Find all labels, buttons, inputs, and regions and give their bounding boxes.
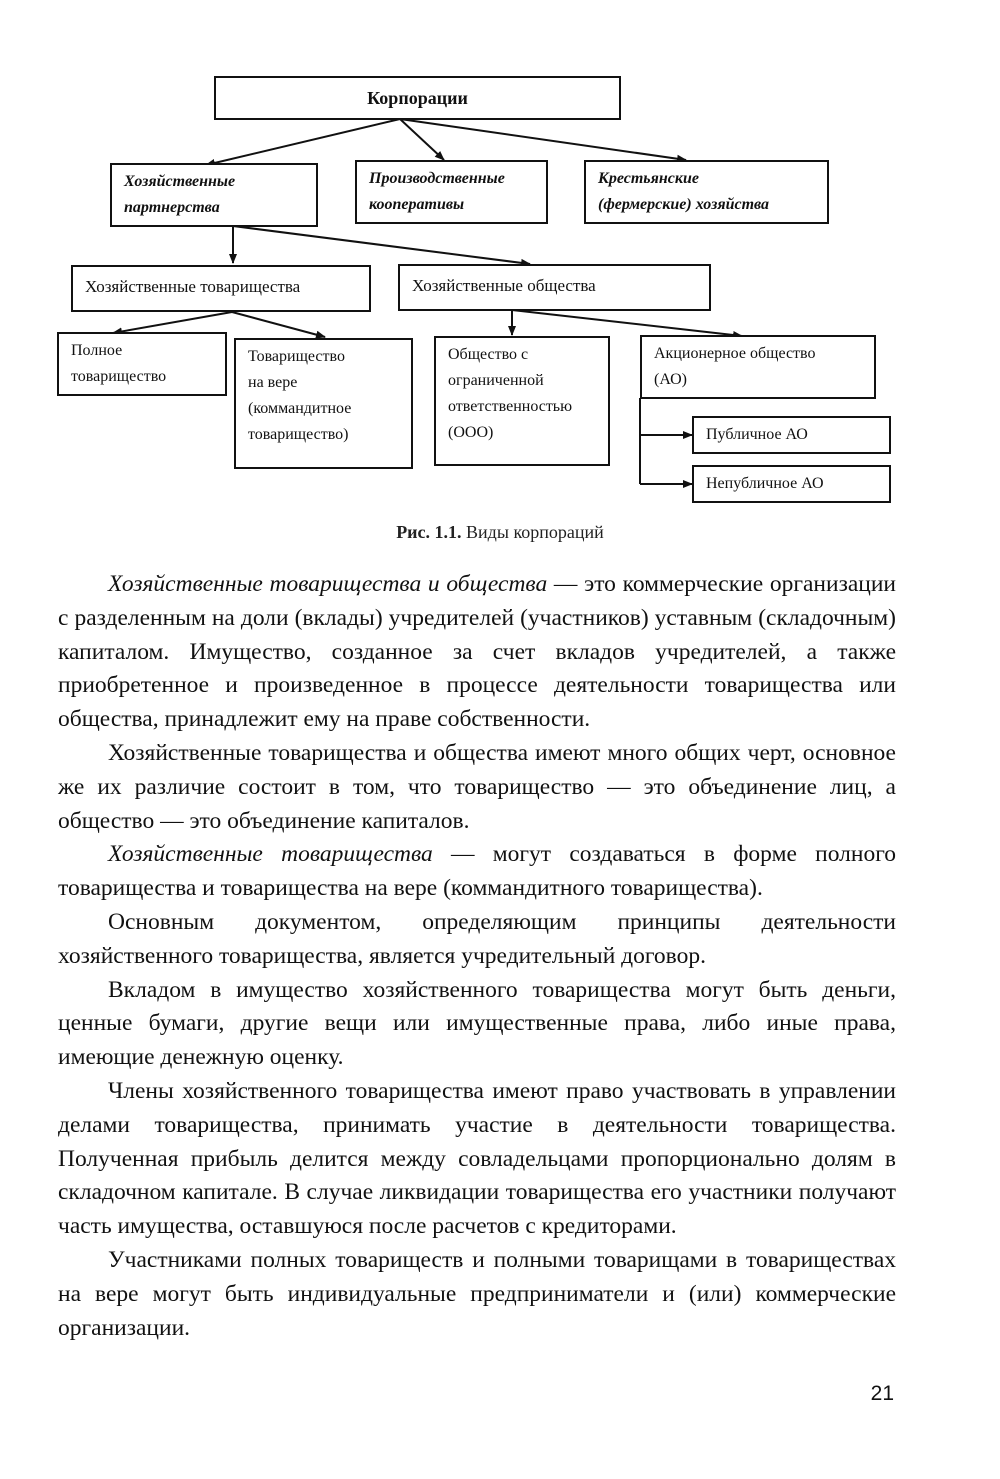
box-nonpublic-ao bbox=[692, 465, 891, 503]
box-ooo bbox=[434, 336, 610, 466]
box-ao bbox=[640, 335, 876, 399]
paragraph-3 bbox=[58, 838, 896, 906]
paragraph-1-body: — это коммерческие организации с разделенным на доли (вклады) учредителей (участников) уставным (складочным) капиталом. Имущество, созданное за счет вкладов учредителей, а также приобретенное и произведенное в процессе деятельности товарищества или общества, принадлежит ему на праве собственности. bbox=[58, 571, 897, 733]
box-na-vere bbox=[234, 338, 413, 469]
nonpublic-ao-label: Непубличное АО bbox=[706, 475, 824, 492]
box-partnerships bbox=[110, 163, 318, 227]
paragraph-6 bbox=[58, 1075, 896, 1244]
polnoe-line-2: товарищество bbox=[71, 368, 167, 385]
figure-caption bbox=[0, 522, 1000, 543]
box-corporations-label: Корпорации bbox=[367, 88, 468, 108]
arrow-root-farms bbox=[400, 119, 686, 160]
box-polnoe bbox=[57, 332, 227, 396]
na-vere-line-4: товарищество) bbox=[248, 426, 349, 443]
box-corporations bbox=[214, 76, 621, 120]
paragraph-7-body: Участниками полных товариществ и полными товарищами в товариществах на вере могут быть индивидуальные предприниматели и (или) коммерческие организации. bbox=[58, 1246, 896, 1341]
paragraph-2 bbox=[58, 737, 896, 838]
na-vere-line-1: Товарищество bbox=[248, 348, 345, 365]
ao-line-1: Акционерное общество bbox=[654, 345, 816, 362]
paragraph-3-lead: Хозяйственные товарищества bbox=[108, 841, 433, 868]
partnerships-line-1: Хозяйственные bbox=[124, 173, 236, 190]
arrow-tov-polnoe bbox=[113, 312, 232, 333]
tovarishchestva-label: Хозяйственные товарищества bbox=[85, 277, 301, 296]
ooo-line-3: ответственностью bbox=[448, 398, 573, 415]
cooperatives-line-1: Производственные bbox=[369, 170, 505, 187]
ooo-line-1: Общество с bbox=[448, 346, 529, 363]
box-obshchestva bbox=[398, 264, 711, 311]
corporations-diagram bbox=[0, 0, 1000, 520]
ao-line-2: (АО) bbox=[654, 371, 687, 388]
farms-line-1: Крестьянские bbox=[598, 170, 699, 187]
paragraph-6-body: Члены хозяйственного товарищества имеют право участвовать в управлении делами товарищества, принимать участие в деятельности товарищества. Полученная прибыль делится между совладельцами пропорционально долям в складочном капитале. В случае ликвидации товарищества его участники получают часть имущества, оставшуюся после расчетов с кредиторами. bbox=[58, 1077, 896, 1240]
box-cooperatives bbox=[355, 160, 548, 224]
partnerships-line-2: партнерства bbox=[124, 199, 220, 216]
polnoe-line-1: Полное bbox=[71, 342, 123, 359]
body-text bbox=[58, 568, 896, 1345]
arrow-obsh-ao bbox=[512, 310, 742, 336]
caption-label: Рис. 1.1. bbox=[396, 522, 462, 542]
obshchestva-label: Хозяйственные общества bbox=[412, 276, 596, 295]
arrow-tov-navere bbox=[232, 312, 325, 337]
caption-text: Виды корпораций bbox=[466, 522, 604, 542]
paragraph-4 bbox=[58, 906, 896, 974]
farms-line-2: (фермерские) хозяйства bbox=[598, 196, 770, 213]
box-tovarishchestva bbox=[71, 265, 371, 312]
ooo-line-2: ограниченной bbox=[448, 372, 544, 389]
paragraph-1-lead: Хозяйственные товарищества и общества bbox=[108, 571, 548, 597]
na-vere-line-3: (коммандитное bbox=[248, 400, 352, 417]
arrow-root-partnerships bbox=[206, 119, 400, 165]
paragraph-1 bbox=[58, 568, 896, 737]
arrow-partnerships-obshchestva bbox=[233, 226, 530, 264]
cooperatives-line-2: кооперативы bbox=[369, 196, 465, 213]
paragraph-4-body: Основным документом, определяющим принципы деятельности хозяйственного товарищества, является учредительный договор. bbox=[58, 908, 896, 969]
ooo-line-4: (ООО) bbox=[448, 424, 494, 441]
paragraph-5-body: Вкладом в имущество хозяйственного товарищества могут быть деньги, ценные бумаги, другие вещи или имущественные права, либо иные права, имеющие денежную оценку. bbox=[58, 976, 896, 1071]
box-public-ao bbox=[692, 416, 891, 454]
na-vere-line-2: на вере bbox=[248, 374, 298, 391]
box-farms bbox=[584, 160, 829, 224]
paragraph-7 bbox=[58, 1244, 896, 1345]
public-ao-label: Публичное АО bbox=[706, 426, 808, 443]
paragraph-5 bbox=[58, 974, 896, 1075]
page-number: 21 bbox=[870, 1382, 894, 1405]
paragraph-3-body: — могут создаваться в форме полного товарищества и товарищества на вере (коммандитного товарищества). bbox=[58, 841, 897, 902]
paragraph-2-body: Хозяйственные товарищества и общества имеют много общих черт, основное же их различие состоит в том, что товарищество — это объединение лиц, а общество — это объединение капиталов. bbox=[58, 739, 896, 834]
